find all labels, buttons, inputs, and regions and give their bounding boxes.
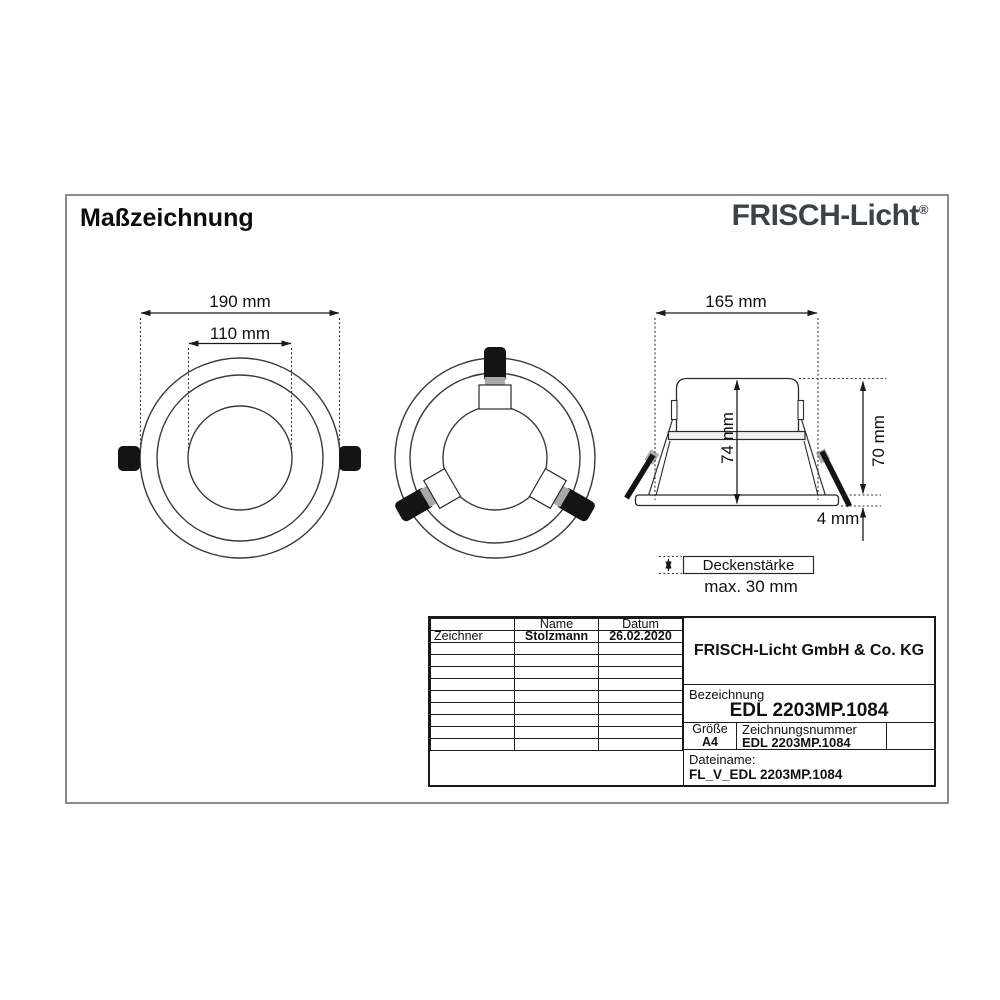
bezeichnung-label: Bezeichnung xyxy=(689,687,765,702)
dimension-label: 110 mm xyxy=(209,324,271,343)
column-header-name: Name xyxy=(515,619,599,631)
front-middle-ring xyxy=(157,375,323,541)
groesse-label: Größe xyxy=(692,722,728,736)
table-row xyxy=(431,739,683,751)
dimension-label: 74 mm xyxy=(718,412,737,464)
zeichnungsnummer-label: Zeichnungsnummer xyxy=(742,722,857,737)
zeichner-datum: 26.02.2020 xyxy=(599,631,683,643)
company-name: FRISCH-Licht GmbH & Co. KG xyxy=(693,642,925,659)
dateiname-label: Dateiname: xyxy=(689,752,756,767)
dimension-190mm xyxy=(141,292,340,452)
dimension-label: 4 mm xyxy=(816,509,860,528)
bezeichnung-value: EDL 2203MP.1084 xyxy=(729,700,889,721)
rear-view xyxy=(391,347,599,558)
mounting-tab-left xyxy=(118,446,140,471)
bezeichnung-cell xyxy=(684,684,934,722)
table-row xyxy=(431,679,683,691)
empty-notes-cell xyxy=(430,751,683,785)
ceiling-thickness-note xyxy=(659,557,814,597)
revision-table xyxy=(430,618,683,751)
dateiname-value: FL_V_EDL 2203MP.1084 xyxy=(689,767,843,782)
groesse-value: A4 xyxy=(702,735,718,749)
page-title: Maßzeichnung xyxy=(80,204,254,232)
front-inner-ring xyxy=(188,406,292,510)
title-block-revision-table xyxy=(430,618,684,785)
table-row xyxy=(431,703,683,715)
front-outer-ring xyxy=(140,358,340,558)
ceiling-label: Deckenstärke xyxy=(702,557,795,574)
table-row-zeichner xyxy=(431,631,683,643)
column-header-datum: Datum xyxy=(599,619,683,631)
zeichner-name: Stolzmann xyxy=(515,631,599,643)
dateiname-cell xyxy=(684,749,934,785)
side-view xyxy=(627,292,889,541)
title-block xyxy=(428,616,936,787)
spring-clip xyxy=(529,469,599,528)
clip-mount-right xyxy=(798,401,804,420)
front-view xyxy=(118,292,361,558)
empty-cell xyxy=(886,723,934,749)
table-header-row xyxy=(431,619,683,631)
spring-clip xyxy=(391,469,461,528)
mounting-tab-right xyxy=(339,446,361,471)
company-logo-text: FRISCH-Licht xyxy=(731,199,919,232)
title-block-info xyxy=(684,618,934,785)
table-row xyxy=(431,727,683,739)
table-row xyxy=(431,643,683,655)
zeichnungsnummer-value: EDL 2203MP.1084 xyxy=(742,735,851,750)
dimension-label: 165 mm xyxy=(705,292,767,311)
size-number-row xyxy=(684,722,934,749)
table-row xyxy=(431,667,683,679)
groesse-cell xyxy=(684,723,736,749)
table-row xyxy=(431,715,683,727)
dimension-label: 190 mm xyxy=(209,292,271,311)
registered-trademark-icon: ® xyxy=(918,202,928,217)
dimension-4mm xyxy=(817,508,863,541)
clip-mount-left xyxy=(672,401,678,420)
ceiling-max-label: max. 30 mm xyxy=(704,577,798,596)
table-row xyxy=(431,655,683,667)
dimension-70mm xyxy=(863,382,888,494)
dimension-110mm xyxy=(189,324,292,452)
zeichner-label: Zeichner xyxy=(431,631,515,643)
zeichnungsnummer-cell xyxy=(736,723,886,749)
table-row xyxy=(431,691,683,703)
dimension-label: 70 mm xyxy=(869,415,888,467)
spring-clip xyxy=(479,347,511,409)
